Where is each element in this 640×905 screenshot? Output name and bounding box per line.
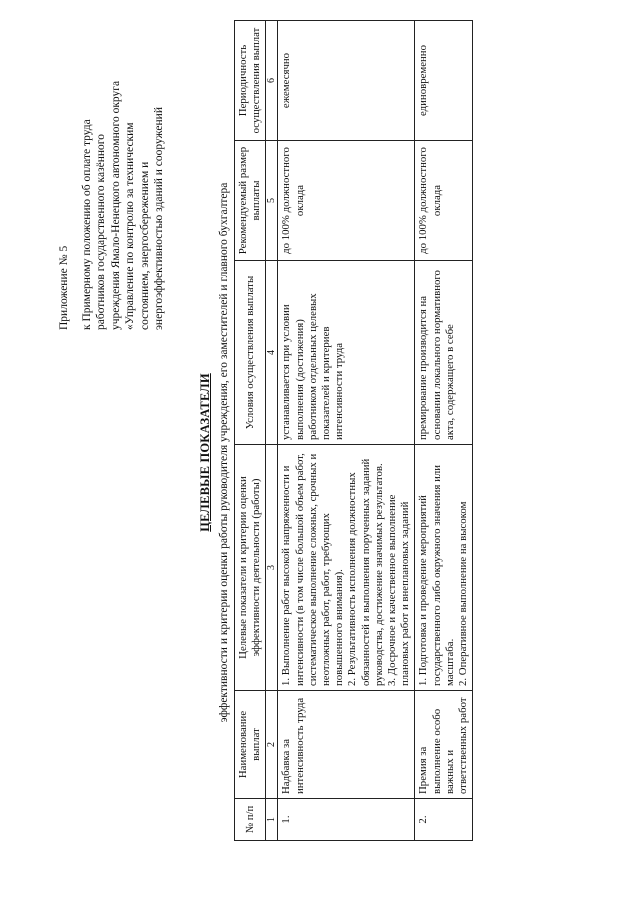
payment-size: до 100% должностного оклада bbox=[415, 141, 473, 261]
table-row bbox=[415, 21, 473, 841]
payment-size: до 100% должностного оклада bbox=[278, 141, 415, 261]
column-header: Рекомендуемый размер выплаты bbox=[235, 141, 266, 261]
payment-conditions: премирование производится на основании локального нормативного акта, содержащего в себе bbox=[415, 261, 473, 445]
criteria-cell bbox=[278, 445, 415, 691]
appendix-line: учреждения Ямало-Ненецкого автономного округа bbox=[109, 80, 122, 330]
criterion: 2. Результативность исполнения должностных обязанностей и выполнения порученных заданий руководства, достижение значимых результатов. bbox=[346, 458, 385, 686]
row-number: 1. bbox=[278, 799, 415, 841]
criterion: 3. Досрочное и качественное выполнение плановых работ и внеплановых заданий bbox=[386, 494, 412, 686]
column-number: 5 bbox=[266, 141, 278, 261]
payment-period: ежемесячно bbox=[278, 21, 415, 141]
appendix-header bbox=[57, 30, 167, 330]
column-number: 1 bbox=[266, 799, 278, 841]
target-indicators-table bbox=[234, 20, 473, 841]
appendix-line: «Управление по контролю за техническим bbox=[124, 122, 136, 330]
document-title: ЦЕЛЕВЫЕ ПОКАЗАТЕЛИ bbox=[198, 373, 212, 532]
appendix-line: к Примерному положению об оплате труда bbox=[80, 119, 93, 330]
appendix-line: энергоэффективностью зданий и сооружений bbox=[153, 107, 165, 330]
column-number: 2 bbox=[266, 691, 278, 799]
table-header-row bbox=[235, 21, 266, 841]
column-header: Периодичность осуществления выплат bbox=[235, 21, 266, 141]
payment-period: единовременно bbox=[415, 21, 473, 141]
column-number-row bbox=[266, 21, 278, 841]
payment-conditions: устанавливается при условии выполнения (достижения) работником отдельных целевых показателей и критериев интенсивности труда bbox=[278, 261, 415, 445]
payment-name: Надбавка за интенсивность труда bbox=[278, 691, 415, 799]
criterion: 2. Оперативное выполнение на высоком bbox=[457, 501, 470, 686]
column-header: Условия осуществления выплаты bbox=[235, 261, 266, 445]
column-number: 3 bbox=[266, 445, 278, 691]
criterion: 1. Подготовка и проведение мероприятий государственного либо окружного значения или масштаба. bbox=[417, 464, 456, 686]
criterion: 1. Выполнение работ высокой напряженности и интенсивности (в том числе большой объем работ, систематическое выполнение сложных, срочных и неотложных работ, работ, требующих повышенного внимания). bbox=[280, 453, 346, 686]
table-row bbox=[278, 21, 415, 841]
payment-name: Премия за выполнение особо важных и ответственных работ bbox=[415, 691, 473, 799]
appendix-line: работников государственного казённого bbox=[95, 134, 107, 330]
column-header: № п/п bbox=[235, 799, 266, 841]
document-subtitle: эффективности и критерии оценки работы руководителя учреждения, его заместителей и главного бухгалтера bbox=[218, 182, 230, 723]
column-number: 4 bbox=[266, 261, 278, 445]
column-header: Наименование выплат bbox=[235, 691, 266, 799]
appendix-line: состоянием, энергосбережением и bbox=[138, 161, 151, 330]
appendix-label: Приложение № 5 bbox=[58, 245, 70, 330]
criteria-cell bbox=[415, 445, 473, 691]
column-header: Целевые показатели и критерии оценки эффективности деятельности (работы) bbox=[235, 445, 266, 691]
row-number: 2. bbox=[415, 799, 473, 841]
column-number: 6 bbox=[266, 21, 278, 141]
